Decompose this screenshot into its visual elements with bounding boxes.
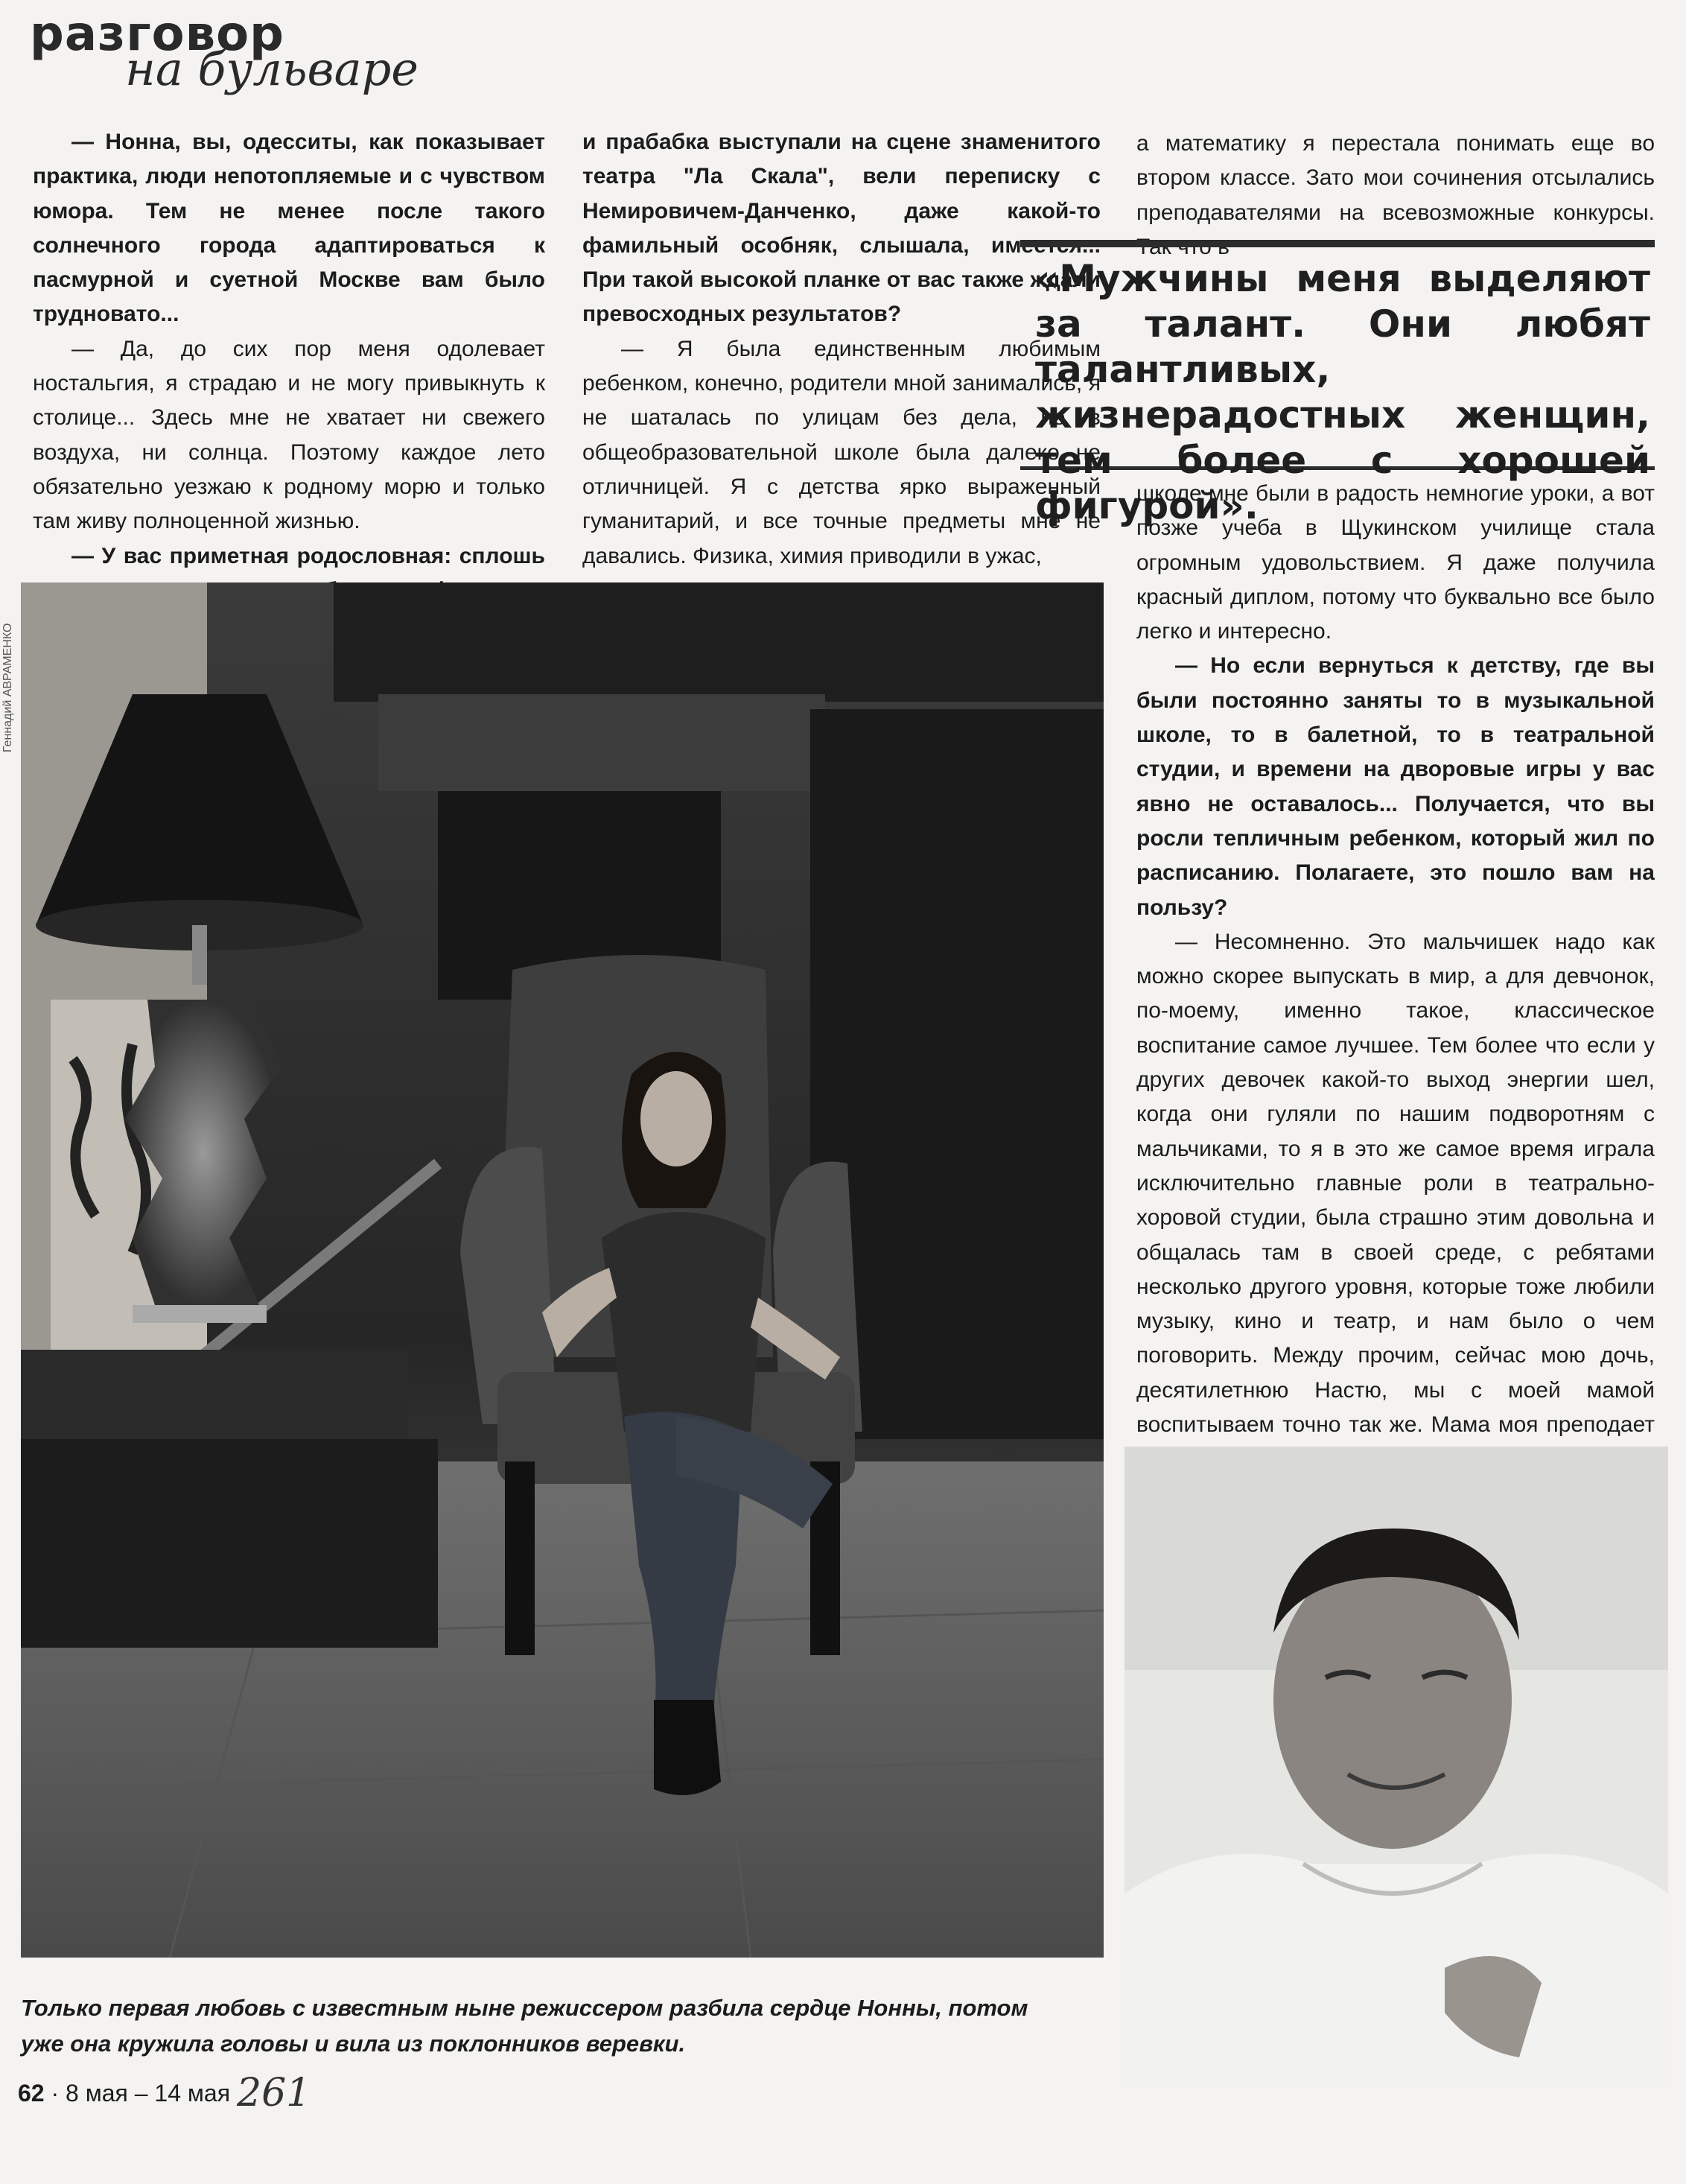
question-paragraph: — Но если вернуться к детству, где вы были постоянно заняты то в музыкальной школе, то в балетной, то в театральной студии, и времени на дворовые игры у вас явно не оставалось... Получается, что вы росли тепличным ребенком, который жил по расписанию. Полагаете, это пошло вам на пользу? [1136, 653, 1655, 920]
secondary-photo-image [1124, 1447, 1668, 2087]
column-3-bottom [1136, 477, 1655, 1546]
rubric-title: разговор [30, 7, 284, 62]
pull-quote: «Мужчины меня выделяют за талант. Они любят талантливых, жизнерадостных женщин, тем более с хорошей фигурой». [1035, 257, 1650, 527]
page-number: 62 [18, 2080, 45, 2107]
secondary-photo [1124, 1447, 1668, 2087]
question-paragraph: — Нонна, вы, одесситы, как показывает практика, люди непотопляемые и с чувством юмора. Тем не менее после такого солнечного города адаптироваться к пасмурной и суетной Москве вам было трудновато... [33, 130, 545, 327]
main-photo-image [21, 582, 1104, 1958]
handwritten-number: 261 [237, 2071, 311, 2115]
answer-paragraph: — Я была единственным любимым ребенком, конечно, родители мной занимались, я не шаталась по улицам без дела, но в общеобразовательной школе была далеко не отличницей. Я с детства ярко выраженный гуманитарий, и все точные предметы мне не давались. Физика, химия приводили в ужас, [582, 336, 1101, 568]
answer-paragraph: школе мне были в радость немногие уроки, а вот позже учеба в Щукинском училище стала огромным удовольствием. Я даже получила красный диплом, потому что буквально все было легко и интересно. [1136, 481, 1655, 644]
rubric-subtitle: на бульваре [125, 42, 419, 96]
page-footer [18, 2080, 230, 2107]
answer-paragraph: — Несомненно. Это мальчишек надо как можно скорее выпускать в мир, а для девчонок, по-моему, именно такое, классическое воспитание самое лучшее. Тем более что если у других девочек какой-то выход энергии шел, когда они гуляли по нашим подворотням с мальчиками, то я в это же самое время играла исключительно главные роли в театрально-хоровой студии, была страшно этим довольна и общалась там в своей среде, с ребятами несколько другого уровня, которые тоже любили музыку, кино и театр, и нам было о чем поговорить. Между прочим, сейчас мою дочь, десятилетнюю Настю, мы с моей мамой воспитываем точно так же. Мама моя преподает [1136, 929, 1655, 1438]
question-paragraph: — У вас приметная родословная: сплошь [71, 543, 545, 568]
main-photo [21, 582, 1104, 1958]
answer-paragraph: а математику я перестала понимать еще во втором классе. Зато мои сочинения отсылались преподавателями на всевозможные конкурсы. Так что в [1136, 131, 1655, 259]
photo-caption: Только первая любовь с известным ныне режиссером разбила сердце Нонны, потом уже она кружила головы и вила из поклонников веревки. [21, 1995, 1028, 2057]
issue-dates: · 8 мая – 14 мая [44, 2080, 231, 2107]
question-paragraph: и прабабка выступали на сцене знаменитого театра "Ла Скала", вели переписку с Немировичем-Данченко, даже какой-то фамильный особняк, слышала, имеется... При такой высокой планке от вас также ждали превосходных результатов? [582, 130, 1101, 327]
answer-paragraph: — Да, до сих пор меня одолевает ностальгия, я страдаю и не могу привыкнуть к столице... Здесь мне не хватает ни свежего воздуха, ни солнца. Поэтому каждое лето обязательно уезжаю к родному морю и только там живу полноценной жизнью. [33, 336, 545, 534]
photo-credit: Геннадий АВРАМЕНКО [1, 623, 14, 752]
